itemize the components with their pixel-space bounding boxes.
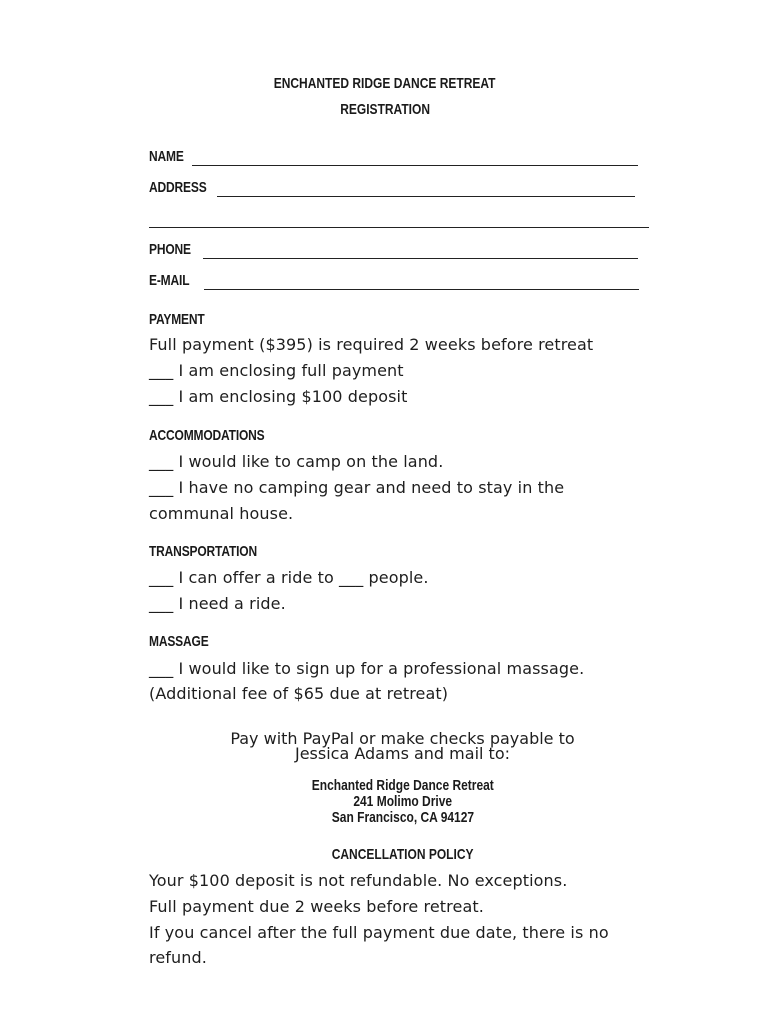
massage-option-signup[interactable]: ___ I would like to sign up for a professional massage. xyxy=(149,659,585,678)
email-field[interactable] xyxy=(149,272,639,294)
pay-instructions-line1: Pay with PayPal or make checks payable to xyxy=(230,729,575,748)
payment-intro: Full payment ($395) is required 2 weeks before retreat xyxy=(149,335,594,354)
cancellation-line2: Full payment due 2 weeks before retreat. xyxy=(149,897,484,916)
name-field[interactable] xyxy=(149,148,639,170)
form-subtitle-wrap xyxy=(0,101,770,119)
email-blank-line[interactable] xyxy=(204,289,639,290)
transportation-option-offer[interactable]: ___ I can offer a ride to ___ people. xyxy=(149,568,429,587)
address-field[interactable] xyxy=(149,179,639,201)
pay-instructions-line2: Jessica Adams and mail to: xyxy=(294,744,510,763)
phone-label: PHONE xyxy=(149,241,191,258)
form-subtitle: REGISTRATION xyxy=(340,101,430,118)
name-blank-line[interactable] xyxy=(192,165,638,166)
cancellation-line3: If you cancel after the full payment due date, there is no xyxy=(149,923,609,942)
transportation-heading: TRANSPORTATION xyxy=(149,543,257,560)
accommodations-heading: ACCOMMODATIONS xyxy=(149,427,265,444)
phone-field[interactable] xyxy=(149,241,639,263)
form-title: ENCHANTED RIDGE DANCE RETREAT xyxy=(274,75,496,92)
address-line2-field[interactable] xyxy=(149,210,649,232)
mailing-street: 241 Molimo Drive xyxy=(353,793,452,810)
accommodations-option-camp[interactable]: ___ I would like to camp on the land. xyxy=(149,452,444,471)
massage-fee-note: (Additional fee of $65 due at retreat) xyxy=(149,684,449,703)
address-line2-blank-line[interactable] xyxy=(149,227,649,228)
email-label: E-MAIL xyxy=(149,272,190,289)
form-title-wrap xyxy=(0,75,770,93)
mailing-city-wrap xyxy=(0,809,770,827)
payment-option-deposit[interactable]: ___ I am enclosing $100 deposit xyxy=(149,387,408,406)
mailing-city: San Francisco, CA 94127 xyxy=(331,809,474,826)
address-label: ADDRESS xyxy=(149,179,207,196)
massage-heading: MASSAGE xyxy=(149,633,209,650)
payment-heading: PAYMENT xyxy=(149,311,205,328)
cancellation-line1: Your $100 deposit is not refundable. No exceptions. xyxy=(149,871,568,890)
cancellation-line4: refund. xyxy=(149,948,207,967)
accommodations-option-house[interactable]: ___ I have no camping gear and need to stay in the xyxy=(149,478,565,497)
cancellation-heading-wrap xyxy=(0,846,770,864)
address-blank-line[interactable] xyxy=(217,196,635,197)
cancellation-heading: CANCELLATION POLICY xyxy=(331,846,474,863)
transportation-option-need[interactable]: ___ I need a ride. xyxy=(149,594,286,613)
phone-blank-line[interactable] xyxy=(203,258,638,259)
name-label: NAME xyxy=(149,148,184,165)
accommodations-option-house-cont: communal house. xyxy=(149,504,294,523)
payment-option-full[interactable]: ___ I am enclosing full payment xyxy=(149,361,404,380)
mailing-name: Enchanted Ridge Dance Retreat xyxy=(311,777,494,794)
